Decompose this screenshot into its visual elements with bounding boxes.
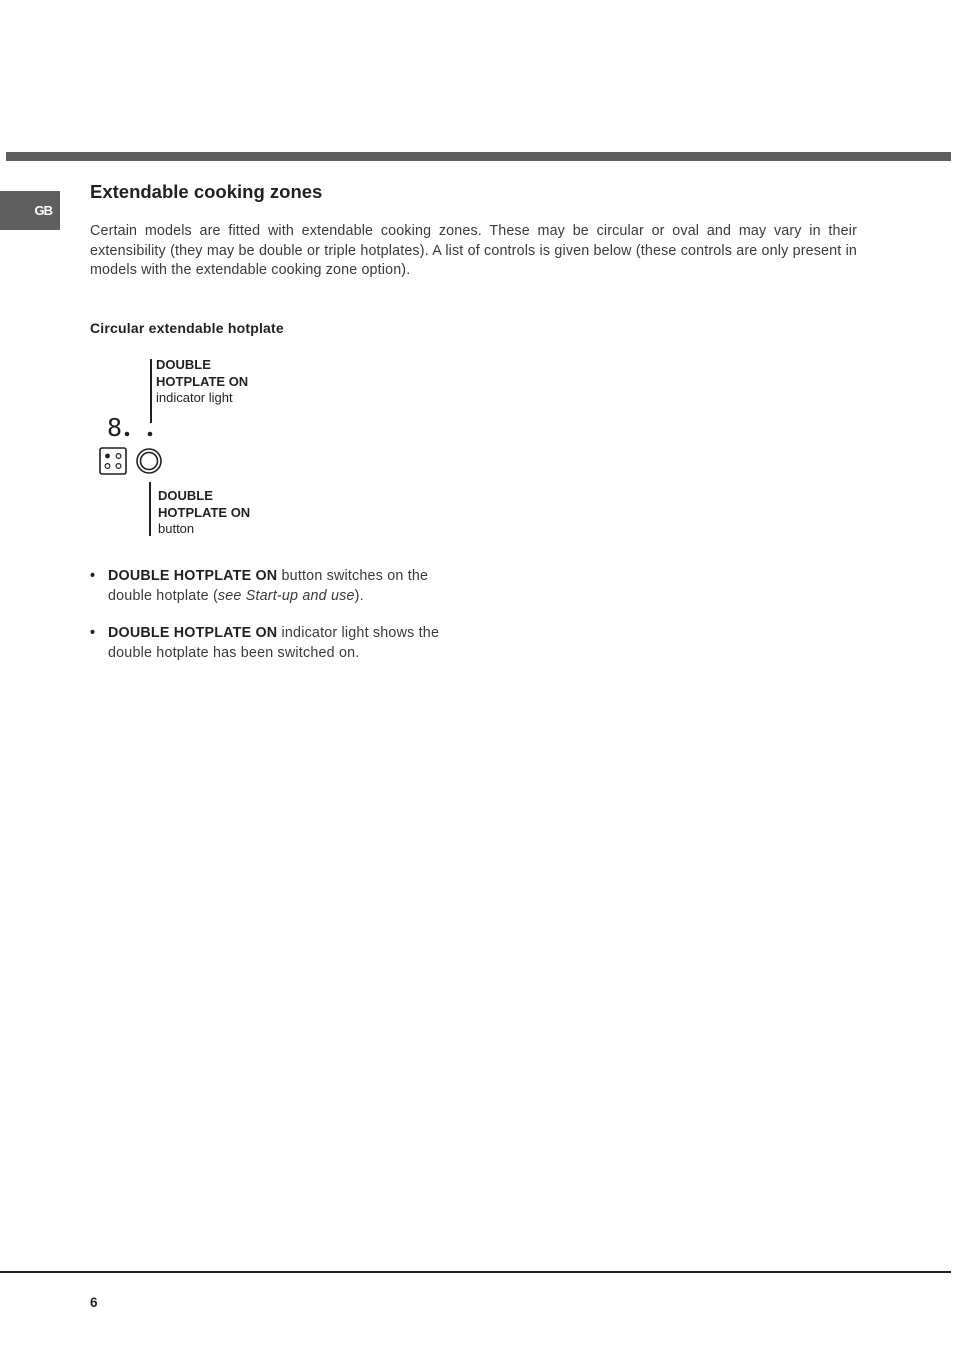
list-item [90, 624, 470, 663]
indicator-callout-line3: indicator light [156, 390, 233, 405]
footer-rule [0, 1271, 951, 1273]
indicator-light-icon [148, 432, 153, 437]
button-leader-line [149, 482, 151, 536]
list-item-reference: see Start-up and use [217, 587, 355, 604]
page-number: 6 [90, 1295, 98, 1310]
language-tab-label: GB [34, 203, 52, 218]
button-callout-line1: DOUBLE [158, 488, 213, 503]
intro-paragraph: Certain models are fitted with extendable cooking zones. These may be circular or oval and may vary in their extensibility (they may be double or triple hotplates). A list of controls is given below (these controls are only present in models with the extendable cooking zone option). [90, 223, 857, 278]
button-callout-line3: button [158, 521, 195, 536]
list-item-text-end: ). [354, 587, 364, 604]
list-item-text: button switches on the double hotplate ( [108, 568, 429, 604]
double-hotplate-button-icon [137, 449, 161, 473]
list-item [90, 567, 470, 606]
diagram-subtitle: Circular extendable hotplate [90, 320, 284, 336]
indicator-callout [156, 357, 248, 407]
display-digit: 8 [107, 413, 123, 442]
list-item-strong: DOUBLE HOTPLATE ON [108, 568, 278, 584]
control-panel-diagram [95, 410, 175, 480]
feature-list [90, 567, 470, 681]
button-callout-line2: HOTPLATE ON [158, 504, 251, 520]
zone-selector-icon [100, 448, 126, 474]
language-tab [0, 191, 60, 230]
list-item-text: indicator light shows the double hotplate has been switched on. [108, 625, 440, 661]
indicator-callout-line2: HOTPLATE ON [156, 373, 249, 389]
list-item-strong: DOUBLE HOTPLATE ON [108, 625, 278, 641]
header-rule [6, 152, 951, 161]
section-title: Extendable cooking zones [90, 181, 323, 202]
digit-decimal-dot [125, 432, 130, 437]
bullet-icon: • [90, 625, 96, 641]
button-callout [158, 488, 250, 538]
indicator-callout-line1: DOUBLE [156, 357, 211, 372]
bullet-icon: • [90, 568, 96, 584]
